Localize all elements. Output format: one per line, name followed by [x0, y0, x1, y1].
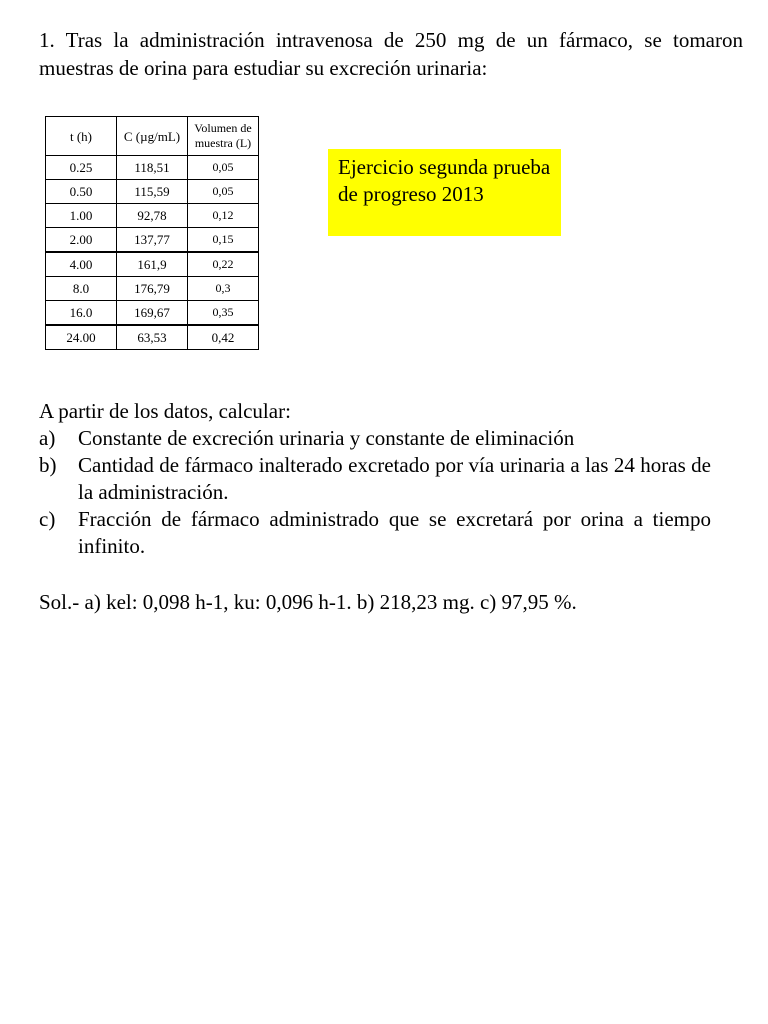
item-marker: a) [39, 426, 56, 450]
table-row [46, 301, 259, 326]
table-row [46, 325, 259, 350]
concentration-cell: 63,53 [117, 325, 188, 350]
solution-line: Sol.- a) kel: 0,098 h-1, ku: 0,096 h-1. b) 218,23 mg. c) 97,95 %. [39, 590, 577, 614]
volume-cell: 0,05 [188, 180, 259, 204]
table-row [46, 180, 259, 204]
column-header-sample-volume: Volumen de muestra (L) [188, 117, 259, 156]
task-lead: A partir de los datos, calcular: [39, 399, 291, 423]
time-cell: 24.00 [46, 325, 117, 350]
table-row [46, 228, 259, 253]
problem-statement: 1. Tras la administración intravenosa de 250 mg de un fármaco, se tomaron muestras de orina para estudiar su excreción urinaria: [39, 28, 743, 80]
time-cell: 0.50 [46, 180, 117, 204]
item-text: Fracción de fármaco administrado que se excretará por orina a tiempo infinito. [78, 507, 711, 558]
volume-cell: 0,35 [188, 301, 259, 326]
time-cell: 16.0 [46, 301, 117, 326]
task-list [39, 425, 711, 560]
concentration-cell: 118,51 [117, 156, 188, 180]
concentration-cell: 161,9 [117, 252, 188, 277]
item-marker: c) [39, 507, 56, 531]
time-cell: 0.25 [46, 156, 117, 180]
table-row [46, 252, 259, 277]
item-marker: b) [39, 453, 57, 477]
sample-data-table [45, 116, 259, 350]
table-header-row [46, 117, 259, 156]
concentration-cell: 137,77 [117, 228, 188, 253]
item-text: Constante de excreción urinaria y constante de eliminación [78, 426, 575, 450]
volume-cell: 0,22 [188, 252, 259, 277]
time-cell: 8.0 [46, 277, 117, 301]
column-header-concentration: C (µg/mL) [117, 117, 188, 156]
volume-cell: 0,05 [188, 156, 259, 180]
concentration-cell: 169,67 [117, 301, 188, 326]
volume-cell: 0,42 [188, 325, 259, 350]
task-section [39, 398, 711, 560]
column-header-time: t (h) [46, 117, 117, 156]
list-item [39, 452, 711, 506]
concentration-cell: 92,78 [117, 204, 188, 228]
time-cell: 1.00 [46, 204, 117, 228]
table-row [46, 204, 259, 228]
volume-cell: 0,3 [188, 277, 259, 301]
concentration-cell: 115,59 [117, 180, 188, 204]
time-cell: 2.00 [46, 228, 117, 253]
table-row [46, 156, 259, 180]
volume-cell: 0,12 [188, 204, 259, 228]
concentration-cell: 176,79 [117, 277, 188, 301]
item-text: Cantidad de fármaco inalterado excretado por vía urinaria a las 24 horas de la administración. [78, 453, 711, 504]
time-cell: 4.00 [46, 252, 117, 277]
highlighted-note: Ejercicio segunda prueba de progreso 2013 [328, 149, 561, 236]
list-item [39, 506, 711, 560]
table-row [46, 277, 259, 301]
list-item [39, 425, 711, 452]
volume-cell: 0,15 [188, 228, 259, 253]
